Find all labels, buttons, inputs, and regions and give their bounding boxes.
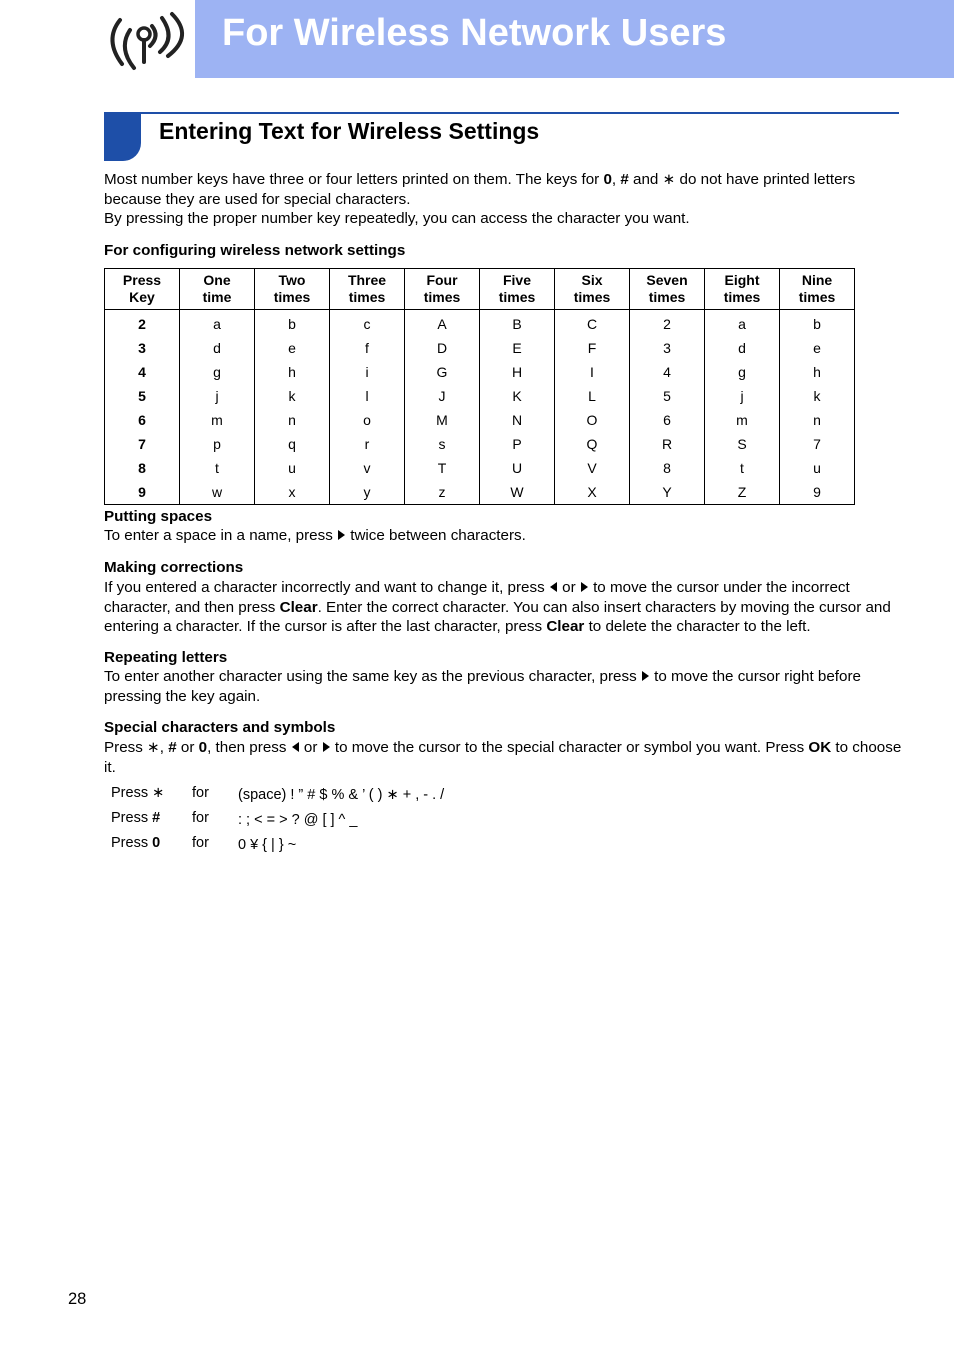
key-cell: 5 xyxy=(105,384,180,408)
intro-paragraph: Most number keys have three or four letters printed on them. The keys for 0, # and ∗ do not have printed letters because they are used for special characters. By pressing the proper number key repeatedly, you can access the character you want. xyxy=(104,171,856,227)
character-cell: t xyxy=(180,456,255,480)
character-cell: H xyxy=(480,360,555,384)
character-cell: 9 xyxy=(780,480,855,505)
character-cell: M xyxy=(405,408,480,432)
character-cell: 8 xyxy=(630,456,705,480)
character-cell: g xyxy=(705,360,780,384)
character-cell: a xyxy=(705,310,780,337)
wireless-signal-icon xyxy=(100,10,188,72)
key-cell: 4 xyxy=(105,360,180,384)
character-cell: e xyxy=(780,336,855,360)
character-cell: 2 xyxy=(630,310,705,337)
character-cell: v xyxy=(330,456,405,480)
character-cell: s xyxy=(405,432,480,456)
character-cell: w xyxy=(180,480,255,505)
table-row xyxy=(105,432,855,456)
making-corrections-text: If you entered a character incorrectly and want to change it, press or to move the cursor under the incorrect character, and then press Clear. Enter the correct character. You can also insert characters by moving the cursor and entering a character. If the cursor is after the last character, press Clear to delete the character to the left. xyxy=(104,579,891,635)
character-cell: t xyxy=(705,456,780,480)
table-row xyxy=(105,480,855,505)
column-header: Four times xyxy=(405,269,480,310)
key-cell: 6 xyxy=(105,408,180,432)
character-cell: g xyxy=(180,360,255,384)
character-cell: j xyxy=(705,384,780,408)
character-cell: S xyxy=(705,432,780,456)
character-cell: B xyxy=(480,310,555,337)
repeating-letters-text: To enter another character using the same key as the previous character, press to move the cursor right before pressing the key again. xyxy=(104,668,861,705)
column-header: Six times xyxy=(555,269,630,310)
character-cell: R xyxy=(630,432,705,456)
column-header: Five times xyxy=(480,269,555,310)
character-cell: 4 xyxy=(630,360,705,384)
character-cell: i xyxy=(330,360,405,384)
putting-spaces-text: To enter a space in a name, press twice between characters. xyxy=(104,527,526,544)
character-cell: p xyxy=(180,432,255,456)
character-cell: a xyxy=(180,310,255,337)
key-cell: 7 xyxy=(105,432,180,456)
character-cell: k xyxy=(255,384,330,408)
repeating-letters-heading: Repeating letters xyxy=(104,649,228,666)
character-cell: e xyxy=(255,336,330,360)
character-cell: X xyxy=(555,480,630,505)
column-header: Nine times xyxy=(780,269,855,310)
key-character-table xyxy=(104,268,855,505)
left-arrow-icon xyxy=(550,582,557,592)
character-cell: m xyxy=(705,408,780,432)
character-cell: Y xyxy=(630,480,705,505)
key-cell: 9 xyxy=(105,480,180,505)
character-cell: y xyxy=(330,480,405,505)
making-corrections-heading: Making corrections xyxy=(104,559,244,576)
character-cell: c xyxy=(330,310,405,337)
character-cell: D xyxy=(405,336,480,360)
character-cell: l xyxy=(330,384,405,408)
character-cell: b xyxy=(780,310,855,337)
character-cell: r xyxy=(330,432,405,456)
column-header: Seven times xyxy=(630,269,705,310)
character-cell: x xyxy=(255,480,330,505)
section-rule xyxy=(104,112,899,114)
column-header: One time xyxy=(180,269,255,310)
table-row xyxy=(105,360,855,384)
header-banner xyxy=(195,0,954,78)
key-cell: 8 xyxy=(105,456,180,480)
character-cell: h xyxy=(255,360,330,384)
character-cell: Z xyxy=(705,480,780,505)
right-arrow-icon xyxy=(338,530,345,540)
character-cell: z xyxy=(405,480,480,505)
left-arrow-icon xyxy=(292,742,299,752)
character-cell: 7 xyxy=(780,432,855,456)
column-header: Three times xyxy=(330,269,405,310)
character-cell: j xyxy=(180,384,255,408)
page-number: 28 xyxy=(68,1290,87,1308)
character-cell: n xyxy=(780,408,855,432)
banner-title: For Wireless Network Users xyxy=(222,12,727,54)
character-cell: h xyxy=(780,360,855,384)
character-cell: I xyxy=(555,360,630,384)
right-arrow-icon xyxy=(581,582,588,592)
character-cell: f xyxy=(330,336,405,360)
section-marker xyxy=(104,114,141,161)
character-cell: W xyxy=(480,480,555,505)
key-cell: 3 xyxy=(105,336,180,360)
table-row xyxy=(105,336,855,360)
character-cell: C xyxy=(555,310,630,337)
character-cell: k xyxy=(780,384,855,408)
right-arrow-icon xyxy=(642,671,649,681)
column-header: Press Key xyxy=(105,269,180,310)
character-cell: F xyxy=(555,336,630,360)
table-heading: For configuring wireless network settings xyxy=(104,242,406,259)
character-cell: o xyxy=(330,408,405,432)
character-cell: A xyxy=(405,310,480,337)
section-title: Entering Text for Wireless Settings xyxy=(159,118,540,144)
column-header: Eight times xyxy=(705,269,780,310)
character-cell: K xyxy=(480,384,555,408)
table-row xyxy=(105,456,855,480)
character-cell: T xyxy=(405,456,480,480)
character-cell: d xyxy=(705,336,780,360)
character-cell: u xyxy=(255,456,330,480)
character-cell: L xyxy=(555,384,630,408)
character-cell: n xyxy=(255,408,330,432)
special-chars-text: Press ∗, # or 0, then press or to move the cursor to the special character or symbol you want. Press OK to choose it. xyxy=(104,739,902,776)
character-cell: E xyxy=(480,336,555,360)
character-cell: G xyxy=(405,360,480,384)
character-cell: d xyxy=(180,336,255,360)
character-cell: J xyxy=(405,384,480,408)
character-cell: P xyxy=(480,432,555,456)
right-arrow-icon xyxy=(323,742,330,752)
character-cell: 6 xyxy=(630,408,705,432)
character-cell: U xyxy=(480,456,555,480)
character-cell: Q xyxy=(555,432,630,456)
table-row xyxy=(105,408,855,432)
character-cell: V xyxy=(555,456,630,480)
character-cell: m xyxy=(180,408,255,432)
special-chars-heading: Special characters and symbols xyxy=(104,719,336,736)
character-cell: q xyxy=(255,432,330,456)
putting-spaces-heading: Putting spaces xyxy=(104,508,213,525)
character-cell: 3 xyxy=(630,336,705,360)
character-cell: 5 xyxy=(630,384,705,408)
table-row xyxy=(105,384,855,408)
character-cell: b xyxy=(255,310,330,337)
character-cell: N xyxy=(480,408,555,432)
key-cell: 2 xyxy=(105,310,180,337)
character-cell: O xyxy=(555,408,630,432)
character-cell: u xyxy=(780,456,855,480)
column-header: Two times xyxy=(255,269,330,310)
table-row xyxy=(105,310,855,337)
